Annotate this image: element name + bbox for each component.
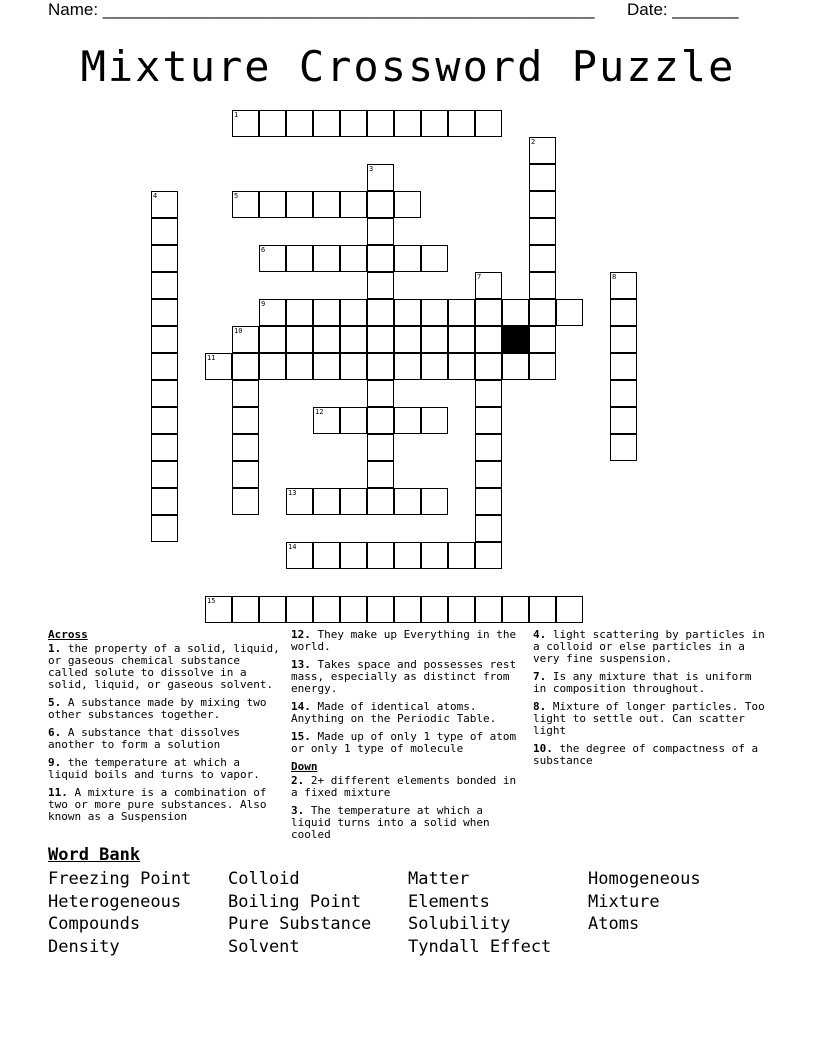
clues-column-2 [291,629,521,847]
down-clue [533,701,765,737]
crossword-cell[interactable] [394,407,421,434]
crossword-cell[interactable] [502,299,529,326]
crossword-cell[interactable] [286,353,313,380]
crossword-cell[interactable] [232,596,259,623]
clue-number: 6. [48,726,62,739]
crossword-cell[interactable] [367,353,394,380]
crossword-cell[interactable] [475,326,502,353]
crossword-cell[interactable] [367,542,394,569]
clue-number: 6 [261,246,266,254]
clue-text: Made up of only 1 type of atom or only 1 type of molecule [291,730,517,755]
clue-text: light scattering by particles in a colloid or else particles in a very fine suspension. [533,628,765,665]
across-clue [291,701,521,725]
crossword-cell[interactable] [556,596,583,623]
crossword-cell[interactable] [448,353,475,380]
clue-text: Made of identical atoms. Anything on the Periodic Table. [291,700,497,725]
crossword-cell[interactable] [259,326,286,353]
clue-number: 15. [291,730,311,743]
clue-number: 12 [315,408,324,416]
clue-number: 12. [291,628,311,641]
crossword-cell[interactable] [421,488,448,515]
crossword-cell[interactable] [232,353,259,380]
crossword-cell[interactable] [340,488,367,515]
clue-number: 7. [533,670,547,683]
down-heading: Down [291,760,318,773]
crossword-cell[interactable] [421,542,448,569]
crossword-cell[interactable] [151,353,178,380]
crossword-cell[interactable] [475,461,502,488]
crossword-cell[interactable] [232,380,259,407]
word-bank-item: Matter [408,869,470,889]
clue-number: 14 [288,543,297,551]
crossword-cell[interactable] [448,542,475,569]
crossword-cell[interactable] [232,326,259,353]
crossword-cell[interactable] [448,110,475,137]
crossword-cell[interactable] [259,299,286,326]
crossword-cell[interactable] [340,596,367,623]
crossword-cell[interactable] [610,380,637,407]
crossword-cell[interactable] [610,407,637,434]
across-clue [291,629,521,653]
clue-number: 3. [291,804,305,817]
crossword-cell[interactable] [286,110,313,137]
crossword-cell[interactable] [313,245,340,272]
crossword-cell[interactable] [529,245,556,272]
crossword-cell[interactable] [232,488,259,515]
down-clue [533,671,765,695]
crossword-cell[interactable] [475,353,502,380]
crossword-cell[interactable] [151,299,178,326]
crossword-cell[interactable] [367,461,394,488]
clue-number: 14. [291,700,311,713]
crossword-cell[interactable] [313,191,340,218]
crossword-cell[interactable] [259,353,286,380]
down-clue [533,629,765,665]
crossword-cell[interactable] [529,353,556,380]
word-bank-row [48,868,768,891]
crossword-cell[interactable] [286,596,313,623]
crossword-cell[interactable] [232,110,259,137]
crossword-cell[interactable] [610,326,637,353]
crossword-cell[interactable] [367,299,394,326]
crossword-cell[interactable] [529,191,556,218]
crossword-cell[interactable] [475,407,502,434]
crossword-cell[interactable] [151,407,178,434]
clue-text: Mixture of longer particles. Too light to settle out. Can scatter light [533,700,765,737]
crossword-cell[interactable] [475,272,502,299]
word-bank-item: Mixture [588,891,660,912]
clue-text: A substance made by mixing two other substances together. [48,696,267,721]
crossword-cell[interactable] [151,434,178,461]
crossword-cell[interactable] [340,407,367,434]
crossword-cell[interactable] [286,245,313,272]
crossword-cell[interactable] [610,272,637,299]
crossword-cell[interactable] [340,542,367,569]
crossword-cell[interactable] [259,191,286,218]
crossword-cell[interactable] [394,245,421,272]
word-bank-row [48,913,768,936]
clue-number: 8 [612,273,617,281]
clue-number: 13 [288,489,297,497]
clue-number: 9 [261,300,266,308]
crossword-cell[interactable] [421,110,448,137]
clue-text: the property of a solid, liquid, or gaseous chemical substance called solute to dissolve in a solid, liquid, or gaseous solvent. [48,642,280,691]
crossword-cell[interactable] [313,110,340,137]
crossword-cell[interactable] [232,434,259,461]
crossword-cell[interactable] [151,272,178,299]
crossword-cell[interactable] [313,596,340,623]
crossword-cell[interactable] [232,191,259,218]
crossword-cell[interactable] [367,110,394,137]
clue-text: A substance that dissolves another to form a solution [48,726,241,751]
crossword-cell[interactable] [529,299,556,326]
across-clue [48,787,280,823]
clue-text: A mixture is a combination of two or more pure substances. Also known as a Suspension [48,786,267,823]
clue-number: 2 [531,138,536,146]
crossword-cell[interactable] [610,353,637,380]
crossword-cell[interactable] [529,326,556,353]
down-clue [533,743,765,767]
crossword-cell[interactable] [151,488,178,515]
crossword-cell[interactable] [151,515,178,542]
word-bank [48,868,768,958]
clue-number: 10. [533,742,553,755]
crossword-cell[interactable] [367,407,394,434]
crossword-cell[interactable] [286,299,313,326]
crossword-cell[interactable] [286,326,313,353]
word-bank-item: Solvent [228,936,300,957]
crossword-cell[interactable] [367,245,394,272]
crossword-cell[interactable] [394,596,421,623]
crossword-cell[interactable] [475,488,502,515]
crossword-cell[interactable] [232,407,259,434]
crossword-cell[interactable] [340,191,367,218]
clue-number: 2. [291,774,305,787]
word-bank-row [48,936,768,959]
crossword-cell[interactable] [556,299,583,326]
crossword-cell[interactable] [610,299,637,326]
across-clue [48,697,280,721]
crossword-cell[interactable] [394,542,421,569]
name-field-label: Name: ____________________________________________________ [48,0,595,19]
crossword-cell[interactable] [367,596,394,623]
crossword-cell[interactable] [340,110,367,137]
clue-number: 13. [291,658,311,671]
crossword-cell[interactable] [313,353,340,380]
crossword-cell[interactable] [367,488,394,515]
crossword-cell[interactable] [313,407,340,434]
word-bank-row [48,891,768,914]
clue-number: 8. [533,700,547,713]
crossword-cell[interactable] [286,488,313,515]
clue-text: the temperature at which a liquid boils and turns to vapor. [48,756,260,781]
across-clue [48,757,280,781]
crossword-cell[interactable] [529,137,556,164]
crossword-cell[interactable] [394,353,421,380]
down-clue [291,805,521,841]
crossword-cell[interactable] [421,299,448,326]
clue-number: 4 [153,192,158,200]
crossword-cell[interactable] [151,218,178,245]
clue-number: 3 [369,165,374,173]
clue-text: the degree of compactness of a substance [533,742,759,767]
clue-number: 1 [234,111,239,119]
crossword-cell[interactable] [232,461,259,488]
crossword-cell[interactable] [421,326,448,353]
word-bank-item: Tyndall Effect [408,936,552,957]
word-bank-item: Freezing Point [48,869,192,889]
word-bank-item: Boiling Point [228,891,362,912]
crossword-cell[interactable] [394,488,421,515]
clue-text: Takes space and possesses rest mass, especially as distinct from energy. [291,658,517,695]
crossword-cell[interactable] [448,596,475,623]
clue-number: 5. [48,696,62,709]
clue-number: 1. [48,642,62,655]
across-clue [48,643,280,691]
crossword-cell[interactable] [367,434,394,461]
crossword-cell[interactable] [394,299,421,326]
crossword-cell[interactable] [259,245,286,272]
crossword-cell[interactable] [313,488,340,515]
crossword-cell[interactable] [151,326,178,353]
crossword-cell[interactable] [367,380,394,407]
word-bank-item: Atoms [588,914,640,935]
crossword-cell[interactable] [502,596,529,623]
crossword-cell[interactable] [313,326,340,353]
crossword-cell[interactable] [475,596,502,623]
clues-column-3 [533,629,765,773]
clue-number: 11 [207,354,216,362]
clue-number: 5 [234,192,239,200]
clue-number: 15 [207,597,216,605]
crossword-cell[interactable] [340,245,367,272]
crossword-cell[interactable] [367,272,394,299]
crossword-cell[interactable] [475,515,502,542]
crossword-cell[interactable] [448,326,475,353]
crossword-cell[interactable] [394,110,421,137]
down-clue [291,775,521,799]
crossword-cell[interactable] [313,542,340,569]
word-bank-item: Elements [408,891,490,912]
across-heading: Across [48,628,88,641]
crossword-cell[interactable] [259,596,286,623]
across-clue [48,727,280,751]
crossword-cell[interactable] [610,434,637,461]
crossword-cell[interactable] [421,596,448,623]
clue-text: 2+ different elements bonded in a fixed mixture [291,774,517,799]
crossword-cell[interactable] [448,299,475,326]
word-bank-item: Pure Substance [228,914,372,935]
crossword-black-cell [502,326,529,353]
crossword-cell[interactable] [529,272,556,299]
crossword-cell[interactable] [205,596,232,623]
page-title: Mixture Crossword Puzzle [80,42,736,91]
word-bank-item: Compounds [48,914,141,935]
crossword-cell[interactable] [529,164,556,191]
clue-number: 11. [48,786,68,799]
across-clue [291,731,521,755]
word-bank-item: Colloid [228,869,300,889]
crossword-cell[interactable] [367,164,394,191]
clues-column-1 [48,629,280,829]
crossword-cell[interactable] [475,434,502,461]
crossword-cell[interactable] [367,326,394,353]
crossword-cell[interactable] [313,299,340,326]
word-bank-item: Density [48,936,120,957]
crossword-cell[interactable] [340,299,367,326]
crossword-cell[interactable] [286,191,313,218]
crossword-cell[interactable] [340,326,367,353]
crossword-cell[interactable] [475,380,502,407]
across-clue [291,659,521,695]
crossword-cell[interactable] [502,353,529,380]
crossword-cell[interactable] [421,245,448,272]
crossword-cell[interactable] [475,542,502,569]
crossword-cell[interactable] [151,191,178,218]
crossword-cell[interactable] [151,461,178,488]
crossword-cell[interactable] [529,596,556,623]
crossword-cell[interactable] [151,380,178,407]
crossword-cell[interactable] [394,191,421,218]
clue-number: 4. [533,628,547,641]
clue-text: The temperature at which a liquid turns into a solid when cooled [291,804,490,841]
crossword-cell[interactable] [529,218,556,245]
word-bank-item [588,936,768,959]
clue-text: Is any mixture that is uniform in composition throughout. [533,670,752,695]
crossword-cell[interactable] [151,245,178,272]
date-field-label: Date: _______ [627,0,739,19]
crossword-cell[interactable] [394,326,421,353]
word-bank-title: Word Bank [48,845,141,865]
crossword-cell[interactable] [421,407,448,434]
word-bank-item: Solubility [408,914,511,935]
crossword-cell[interactable] [286,542,313,569]
crossword-cell[interactable] [259,110,286,137]
clue-number: 10 [234,327,243,335]
clue-number: 9. [48,756,62,769]
crossword-cell[interactable] [475,299,502,326]
crossword-cell[interactable] [340,353,367,380]
clue-number: 7 [477,273,482,281]
word-bank-item: Homogeneous [588,869,701,889]
crossword-cell[interactable] [421,353,448,380]
crossword-cell[interactable] [475,110,502,137]
crossword-cell[interactable] [367,191,394,218]
clue-text: They make up Everything in the world. [291,628,517,653]
crossword-cell[interactable] [367,218,394,245]
word-bank-item: Heterogeneous [48,891,182,912]
crossword-cell[interactable] [205,353,232,380]
